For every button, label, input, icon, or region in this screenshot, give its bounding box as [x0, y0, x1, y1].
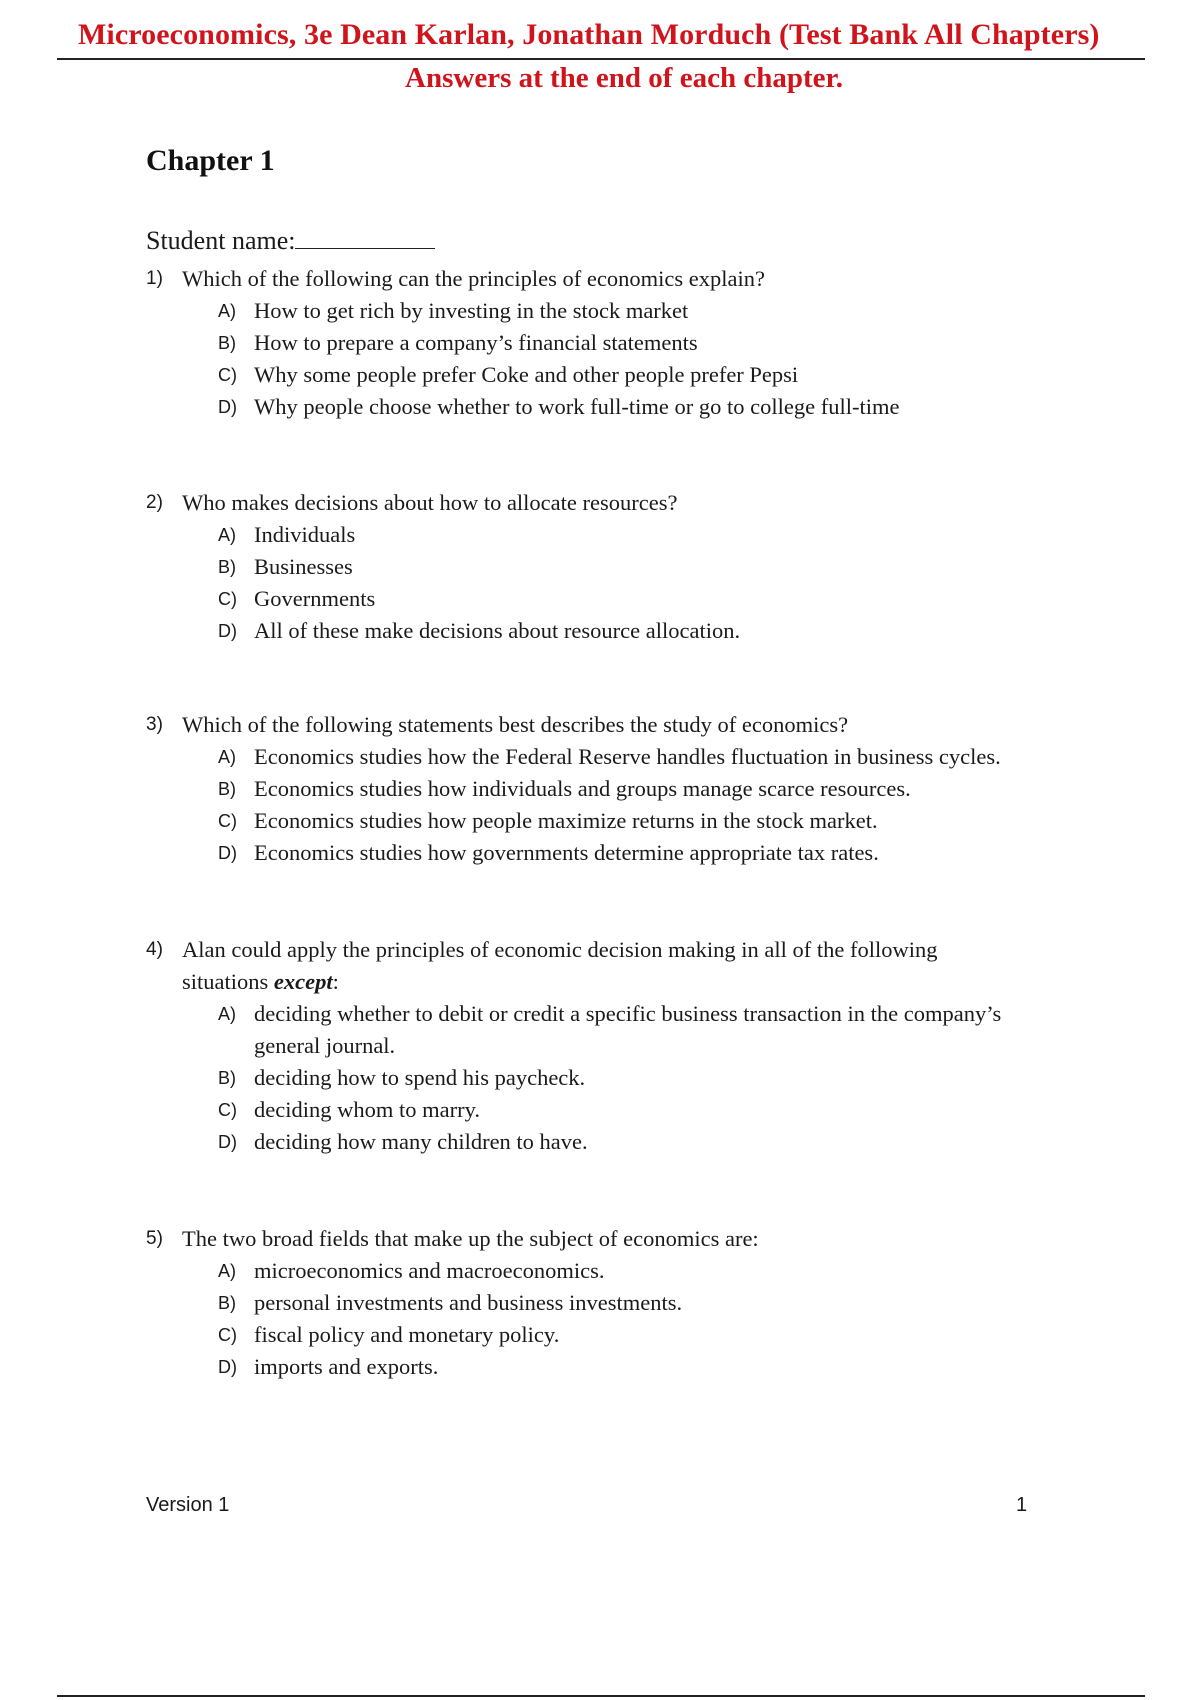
option-text: deciding how many children to have.	[254, 1129, 588, 1154]
option-a	[146, 1255, 1066, 1287]
option-text: personal investments and business investments.	[254, 1290, 683, 1315]
page-bottom-rule	[57, 1695, 1145, 1697]
option-b	[146, 327, 1066, 359]
option-letter: A)	[218, 1004, 236, 1024]
question-text-emphasis: except	[273, 969, 333, 994]
option-text: How to get rich by investing in the stock market	[254, 298, 689, 323]
option-letter: D)	[218, 397, 237, 417]
option-text-line-2: general journal.	[254, 1033, 396, 1058]
option-b	[146, 551, 1066, 583]
option-letter: B)	[218, 333, 236, 353]
option-letter: B)	[218, 557, 236, 577]
option-letter: C)	[218, 1100, 237, 1120]
title-underline	[57, 58, 1145, 60]
question-number: 2)	[146, 492, 163, 513]
option-c	[146, 805, 1066, 837]
option-a	[146, 295, 1066, 327]
question-text-line-1: Alan could apply the principles of economic decision making in all of the following	[182, 937, 938, 962]
question-3	[146, 709, 1066, 869]
option-letter: D)	[218, 1132, 237, 1152]
option-text: Economics studies how individuals and groups manage scarce resources.	[254, 776, 911, 801]
question-4	[146, 934, 1066, 1158]
option-text: microeconomics and macroeconomics.	[254, 1258, 605, 1283]
option-letter: B)	[218, 1293, 236, 1313]
footer-page-number: 1	[1016, 1494, 1028, 1516]
option-text: fiscal policy and monetary policy.	[254, 1322, 560, 1347]
option-letter: D)	[218, 843, 237, 863]
option-letter: C)	[218, 589, 237, 609]
document-title: Microeconomics, 3e Dean Karlan, Jonathan Morduch (Test Bank All Chapters)	[78, 18, 1100, 51]
option-c	[146, 1094, 1066, 1126]
option-letter: D)	[218, 621, 237, 641]
option-b	[146, 1062, 1066, 1094]
footer-version: Version 1	[146, 1494, 230, 1516]
option-letter: A)	[218, 525, 236, 545]
chapter-title: Chapter 1	[146, 144, 275, 177]
option-c	[146, 1319, 1066, 1351]
question-text-suffix: :	[332, 969, 339, 994]
option-text: Economics studies how the Federal Reserve handles fluctuation in business cycles.	[254, 744, 1001, 769]
option-text: deciding whom to marry.	[254, 1097, 480, 1122]
option-letter: B)	[218, 779, 236, 799]
option-letter: A)	[218, 1261, 236, 1281]
option-a	[146, 741, 1066, 773]
option-d	[146, 1126, 1066, 1158]
option-text: deciding how to spend his paycheck.	[254, 1065, 586, 1090]
option-letter: C)	[218, 811, 237, 831]
question-text-line-2	[146, 966, 1066, 998]
option-d	[146, 391, 1066, 423]
option-a-continued	[146, 1030, 1066, 1062]
option-text: Why some people prefer Coke and other people prefer Pepsi	[254, 362, 799, 387]
question-number: 4)	[146, 939, 163, 960]
option-text: Economics studies how governments determine appropriate tax rates.	[254, 840, 879, 865]
question-text-prefix: situations	[182, 969, 274, 994]
document-subtitle: Answers at the end of each chapter.	[405, 62, 843, 94]
question-text: Which of the following statements best describes the study of economics?	[182, 712, 849, 737]
question-number: 3)	[146, 714, 163, 735]
question-text: The two broad fields that make up the subject of economics are:	[182, 1226, 759, 1251]
option-a	[146, 998, 1066, 1030]
question-text: Who makes decisions about how to allocate resources?	[182, 490, 678, 515]
option-letter: C)	[218, 1325, 237, 1345]
option-text: Governments	[254, 586, 376, 611]
question-5	[146, 1223, 1066, 1383]
student-name-field	[146, 226, 435, 256]
option-letter: B)	[218, 1068, 236, 1088]
option-text: Businesses	[254, 554, 353, 579]
option-text: imports and exports.	[254, 1354, 439, 1379]
option-text: All of these make decisions about resource allocation.	[254, 618, 741, 643]
option-a	[146, 519, 1066, 551]
question-text: Which of the following can the principles of economics explain?	[182, 266, 765, 291]
question-number: 5)	[146, 1228, 163, 1249]
option-c	[146, 583, 1066, 615]
option-text: Why people choose whether to work full-time or go to college full-time	[254, 394, 900, 419]
student-name-label: Student name:	[146, 226, 296, 255]
option-d	[146, 1351, 1066, 1383]
option-d	[146, 615, 1066, 647]
question-1	[146, 263, 1066, 423]
option-b	[146, 1287, 1066, 1319]
option-text: Economics studies how people maximize returns in the stock market.	[254, 808, 878, 833]
question-number: 1)	[146, 268, 163, 289]
option-text: Individuals	[254, 522, 356, 547]
option-d	[146, 837, 1066, 869]
option-text: How to prepare a company’s financial statements	[254, 330, 698, 355]
option-text-line-1: deciding whether to debit or credit a specific business transaction in the company’s	[254, 1001, 1002, 1026]
option-letter: A)	[218, 747, 236, 767]
option-b	[146, 773, 1066, 805]
option-letter: D)	[218, 1357, 237, 1377]
student-name-blank	[295, 226, 435, 249]
option-letter: A)	[218, 301, 236, 321]
question-2	[146, 487, 1066, 647]
option-letter: C)	[218, 365, 237, 385]
option-c	[146, 359, 1066, 391]
